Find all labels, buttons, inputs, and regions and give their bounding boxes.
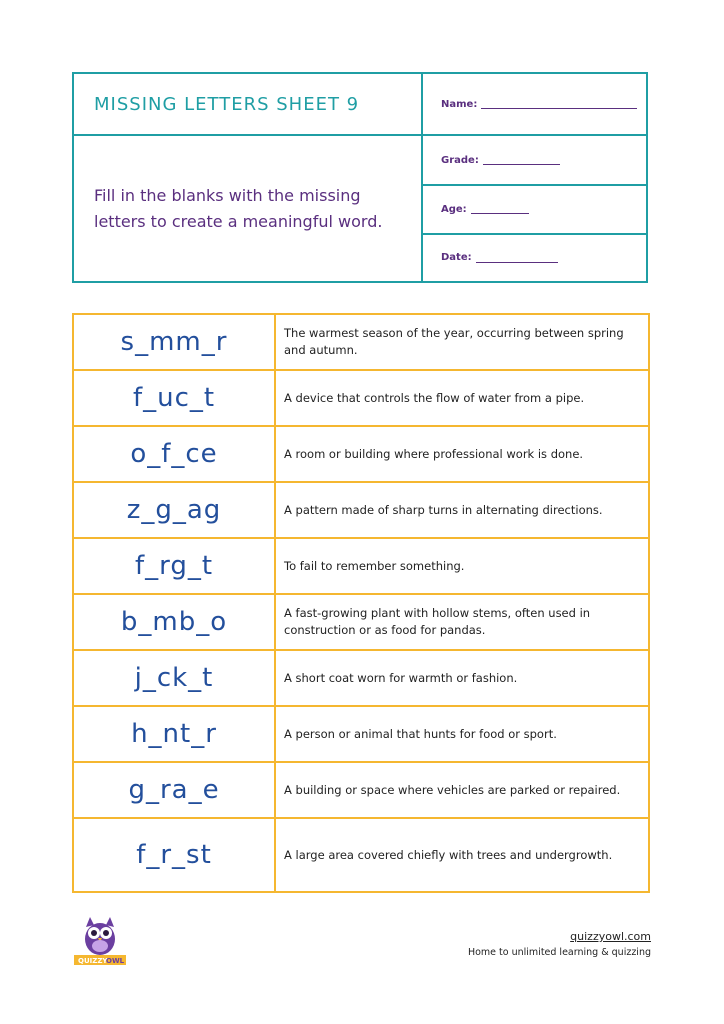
missing-word: h_nt_r xyxy=(73,706,275,762)
logo-text-2: OWL xyxy=(106,957,125,965)
table-row xyxy=(73,370,649,426)
table-row xyxy=(73,314,649,370)
definition: A short coat worn for warmth or fashion. xyxy=(275,650,649,706)
definition: A large area covered chiefly with trees and undergrowth. xyxy=(275,818,649,892)
header-box xyxy=(72,72,648,283)
name-line xyxy=(481,99,637,109)
owl-icon xyxy=(74,915,126,967)
words-table xyxy=(72,313,650,893)
definition: A person or animal that hunts for food or sport. xyxy=(275,706,649,762)
table-row xyxy=(73,538,649,594)
table-row xyxy=(73,762,649,818)
info-column xyxy=(423,136,646,281)
name-cell xyxy=(423,74,646,136)
instructions: Fill in the blanks with the missing letters to create a meaningful word. xyxy=(94,185,383,231)
instructions-cell xyxy=(74,136,423,281)
title-cell xyxy=(74,74,423,136)
age-label: Age: xyxy=(441,203,467,215)
missing-word: z_g_ag xyxy=(73,482,275,538)
table-row xyxy=(73,594,649,650)
missing-word: s_mm_r xyxy=(73,314,275,370)
age-line xyxy=(471,204,529,214)
age-row xyxy=(423,184,646,232)
logo-text-1: QUIZZY xyxy=(78,957,108,965)
site-tagline: Home to unlimited learning & quizzing xyxy=(467,947,651,958)
date-line xyxy=(476,253,558,263)
missing-word: g_ra_e xyxy=(73,762,275,818)
table-row xyxy=(73,482,649,538)
definition: The warmest season of the year, occurring between spring and autumn. xyxy=(275,314,649,370)
table-row xyxy=(73,818,649,892)
grade-line xyxy=(483,155,560,165)
definition: A building or space where vehicles are parked or repaired. xyxy=(275,762,649,818)
missing-word: o_f_ce xyxy=(73,426,275,482)
table-row xyxy=(73,426,649,482)
sheet-title: MISSING LETTERS SHEET 9 xyxy=(94,93,360,115)
date-label: Date: xyxy=(441,252,472,264)
quizzyowl-logo xyxy=(74,915,126,967)
site-url[interactable]: quizzyowl.com xyxy=(570,930,651,943)
site-info xyxy=(468,930,651,958)
name-label: Name: xyxy=(441,98,478,110)
missing-word: b_mb_o xyxy=(73,594,275,650)
missing-word: f_uc_t xyxy=(73,370,275,426)
definition: A device that controls the flow of water from a pipe. xyxy=(275,370,649,426)
missing-word: f_rg_t xyxy=(73,538,275,594)
definition: A fast-growing plant with hollow stems, often used in construction or as food for pandas. xyxy=(275,594,649,650)
definition: To fail to remember something. xyxy=(275,538,649,594)
grade-label: Grade: xyxy=(441,154,479,166)
missing-word: f_r_st xyxy=(73,818,275,892)
missing-word: j_ck_t xyxy=(73,650,275,706)
date-row xyxy=(423,233,646,281)
grade-row xyxy=(423,136,646,184)
table-row xyxy=(73,706,649,762)
table-row xyxy=(73,650,649,706)
definition: A pattern made of sharp turns in alternating directions. xyxy=(275,482,649,538)
definition: A room or building where professional work is done. xyxy=(275,426,649,482)
